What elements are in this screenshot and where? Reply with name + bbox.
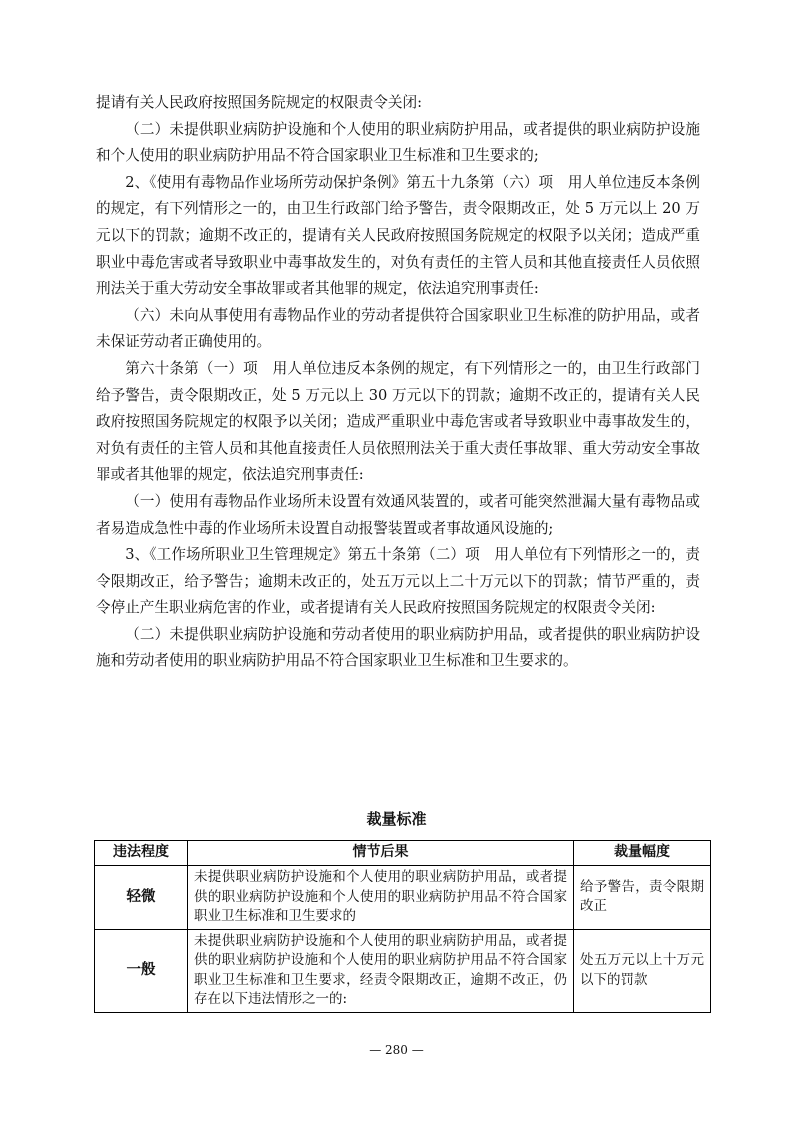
paragraph-item: （二）未提供职业病防护设施和个人使用的职业病防护用品，或者提供的职业病防护设施和个人使用的职业病防护用品不符合国家职业卫生标准和卫生要求的; <box>96 120 700 165</box>
table-header-row <box>95 841 711 866</box>
column-header-violation-level: 违法程度 <box>95 841 188 866</box>
discretion-standard-table <box>94 840 711 1013</box>
cell-circumstances: 未提供职业病防护设施和个人使用的职业病防护用品，或者提供的职业病防护设施和个人使用的职业病防护用品不符合国家职业卫生标准和卫生要求，经责令限期改正，逾期不改正，仍存在以下违法情形之一的: <box>188 929 574 1012</box>
table-row <box>95 866 711 930</box>
cell-violation-level: 轻微 <box>95 866 188 930</box>
cell-violation-level: 一般 <box>95 929 188 1012</box>
column-header-penalty-range: 裁量幅度 <box>574 841 711 866</box>
document-body <box>96 90 700 675</box>
table-row <box>95 929 711 1012</box>
cell-circumstances: 未提供职业病防护设施和个人使用的职业病防护用品，或者提供的职业病防护设施和个人使用的职业病防护用品不符合国家职业卫生标准和卫生要求的 <box>188 866 574 930</box>
paragraph-regulation-clause: 3、《工作场所职业卫生管理规定》第五十条第（二）项 用人单位有下列情形之一的，责令限期改正，给予警告；逾期未改正的，处五万元以上二十万元以下的罚款；情节严重的，责令停止产生职业病危害的作业，或者提请有关人民政府按照国务院规定的权限责令关闭: <box>96 546 700 617</box>
cell-penalty-range: 处五万元以上十万元以下的罚款 <box>574 929 711 1012</box>
paragraph-item: （二）未提供职业病防护设施和劳动者使用的职业病防护用品，或者提供的职业病防护设施和劳动者使用的职业病防护用品不符合国家职业卫生标准和卫生要求的。 <box>96 625 700 670</box>
table-title: 裁量标准 <box>366 810 427 828</box>
column-header-circumstances: 情节后果 <box>188 841 574 866</box>
paragraph-item: （一）使用有毒物品作业场所未设置有效通风装置的，或者可能突然泄漏大量有毒物品或者易造成急性中毒的作业场所未设置自动报警装置或者事故通风设施的; <box>96 492 700 537</box>
cell-penalty-range: 给予警告，责令限期改正 <box>574 866 711 930</box>
paragraph-regulation-clause: 第六十条第（一）项 用人单位违反本条例的规定，有下列情形之一的，由卫生行政部门给予警告，责令限期改正，处 5 万元以上 30 万元以下的罚款；逾期不改正的，提请有关人民政府按照国务院规定的权限予以关闭；造成严重职业中毒危害或者导致职业中毒事故发生的，对负有责任的主管人员和其他直接责任人员依照刑法关于重大责任事故罪、重大劳动安全事故罪或者其他罪的规定，依法追究刑事责任: <box>96 359 700 484</box>
paragraph-item: （六）未向从事使用有毒物品作业的劳动者提供符合国家职业卫生标准的防护用品，或者未保证劳动者正确使用的。 <box>96 306 700 351</box>
paragraph-continuation: 提请有关人民政府按照国务院规定的权限责令关闭: <box>96 94 422 111</box>
page-number: — 280 — <box>369 1043 424 1057</box>
paragraph-regulation-clause: 2、《使用有毒物品作业场所劳动保护条例》第五十九条第（六）项 用人单位违反本条例的规定，有下列情形之一的，由卫生行政部门给予警告，责令限期改正，处 5 万元以上 20 万元以下的罚款；逾期不改正的，提请有关人民政府按照国务院规定的权限予以关闭；造成严重职业中毒危害或者导致职业中毒事故发生的，对负有责任的主管人员和其他直接责任人员依照刑法关于重大劳动安全事故罪或者其他罪的规定，依法追究刑事责任: <box>96 173 700 298</box>
